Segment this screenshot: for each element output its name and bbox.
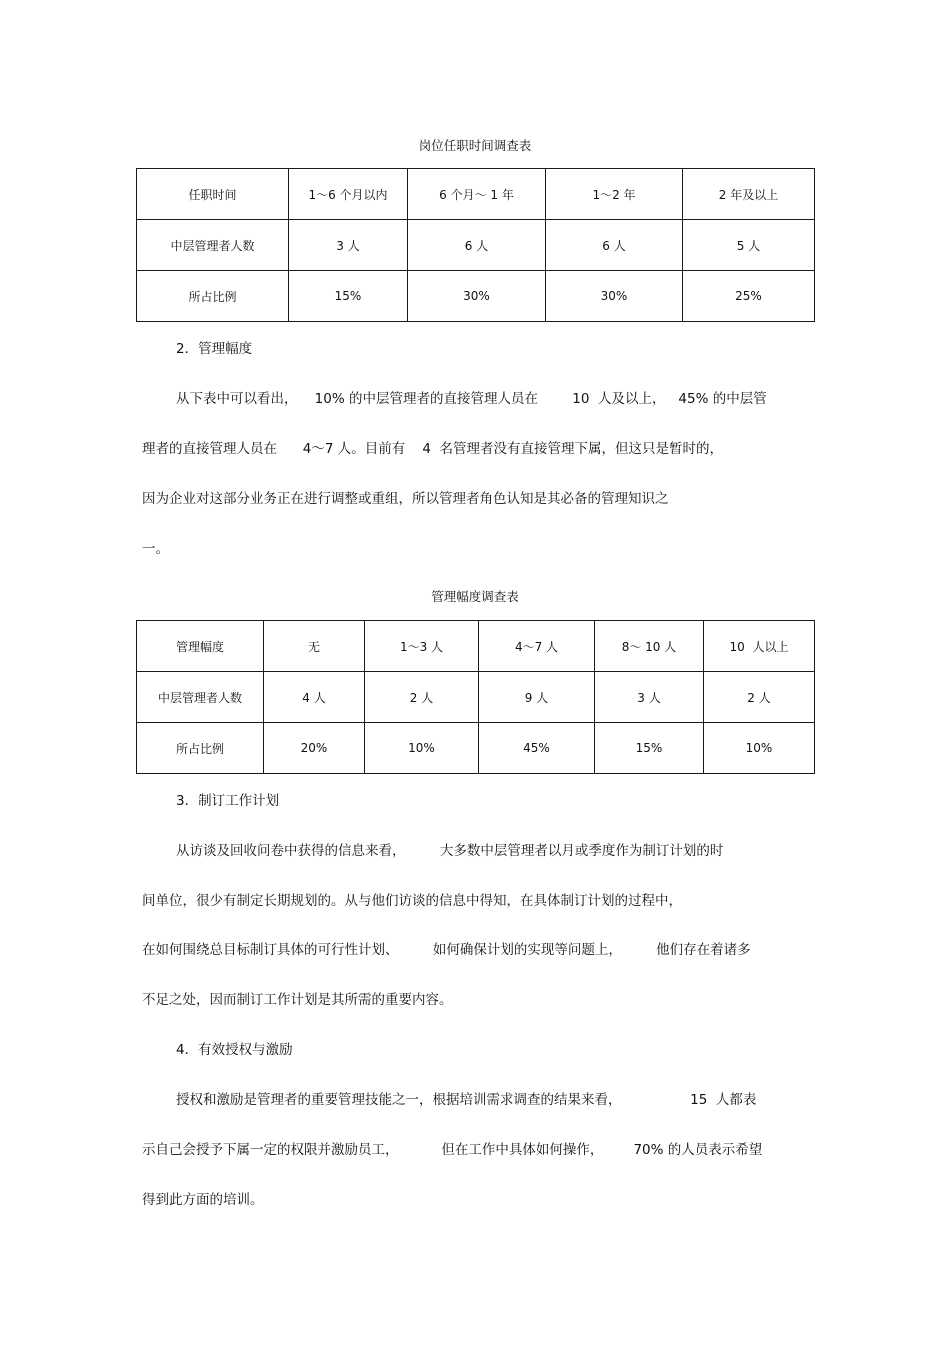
- paragraph-line: 不足之处，因而制订工作计划是其所需的重要内容。: [142, 992, 453, 1008]
- table-cell: 15%: [595, 723, 704, 774]
- table-row: [137, 169, 815, 220]
- paragraph-line: 示自己会授予下属一定的权限并激励员工， 但在工作中具体如何操作， 70% 的人员表示希望: [142, 1142, 763, 1158]
- table-cell: 10%: [365, 723, 479, 774]
- table-cell: 4～7 人: [479, 621, 595, 672]
- table-cell: 任职时间: [137, 169, 289, 220]
- table-cell: 25%: [683, 271, 815, 322]
- table-cell: 2 人: [704, 672, 815, 723]
- table-cell: 3 人: [595, 672, 704, 723]
- table-cell: 中层管理者人数: [137, 672, 264, 723]
- table-cell: 6 人: [408, 220, 546, 271]
- table-cell: 6 个月～ 1 年: [408, 169, 546, 220]
- table-cell: 6 人: [546, 220, 683, 271]
- table1-caption: 岗位任职时间调查表: [418, 138, 532, 153]
- table-row: [137, 621, 815, 672]
- table-cell: 所占比例: [137, 271, 289, 322]
- table-cell: 20%: [264, 723, 365, 774]
- table-cell: 无: [264, 621, 365, 672]
- table-cell: 所占比例: [137, 723, 264, 774]
- table-cell: 8～ 10 人: [595, 621, 704, 672]
- table-cell: 1～2 年: [546, 169, 683, 220]
- table-row: [137, 672, 815, 723]
- tenure-table: [136, 168, 815, 322]
- paragraph-line: 理者的直接管理人员在 4～7 人。目前有 4 名管理者没有直接管理下属，但这只是暂时的，: [142, 441, 724, 457]
- table-cell: 3 人: [289, 220, 408, 271]
- table-cell: 管理幅度: [137, 621, 264, 672]
- paragraph-line: 得到此方面的培训。: [142, 1192, 264, 1208]
- table-row: [137, 271, 815, 322]
- table-cell: 1～3 人: [365, 621, 479, 672]
- paragraph-line: 一。: [142, 541, 169, 557]
- paragraph-line: 从访谈及回收问卷中获得的信息来看， 大多数中层管理者以月或季度作为制订计划的时: [176, 843, 724, 859]
- table-cell: 5 人: [683, 220, 815, 271]
- table-cell: 4 人: [264, 672, 365, 723]
- paragraph-line: 因为企业对这部分业务正在进行调整或重组，所以管理者角色认知是其必备的管理知识之: [142, 491, 669, 507]
- table-cell: 1～6 个月以内: [289, 169, 408, 220]
- table-cell: 30%: [546, 271, 683, 322]
- table-cell: 2 年及以上: [683, 169, 815, 220]
- table-cell: 30%: [408, 271, 546, 322]
- table-cell: 45%: [479, 723, 595, 774]
- table-row: [137, 723, 815, 774]
- section3-heading: 3．制订工作计划: [176, 793, 280, 809]
- span-table: [136, 620, 815, 774]
- table-cell: 2 人: [365, 672, 479, 723]
- paragraph-line: 间单位，很少有制定长期规划的。从与他们访谈的信息中得知，在具体制订计划的过程中，: [142, 893, 682, 909]
- table-cell: 10%: [704, 723, 815, 774]
- paragraph-line: 授权和激励是管理者的重要管理技能之一，根据培训需求调查的结果来看， 15 人都表: [176, 1092, 757, 1108]
- paragraph-line: 从下表中可以看出， 10% 的中层管理者的直接管理人员在 10 人及以上， 45% 的中层管: [176, 391, 767, 407]
- table-cell: 10 人以上: [704, 621, 815, 672]
- table-cell: 9 人: [479, 672, 595, 723]
- paragraph-line: 在如何围绕总目标制订具体的可行性计划、 如何确保计划的实现等问题上， 他们存在着诸多: [142, 942, 751, 958]
- table-cell: 中层管理者人数: [137, 220, 289, 271]
- table-row: [137, 220, 815, 271]
- table-cell: 15%: [289, 271, 408, 322]
- table2-caption: 管理幅度调查表: [431, 589, 519, 604]
- section2-heading: 2．管理幅度: [176, 341, 253, 357]
- section4-heading: 4．有效授权与激励: [176, 1042, 293, 1058]
